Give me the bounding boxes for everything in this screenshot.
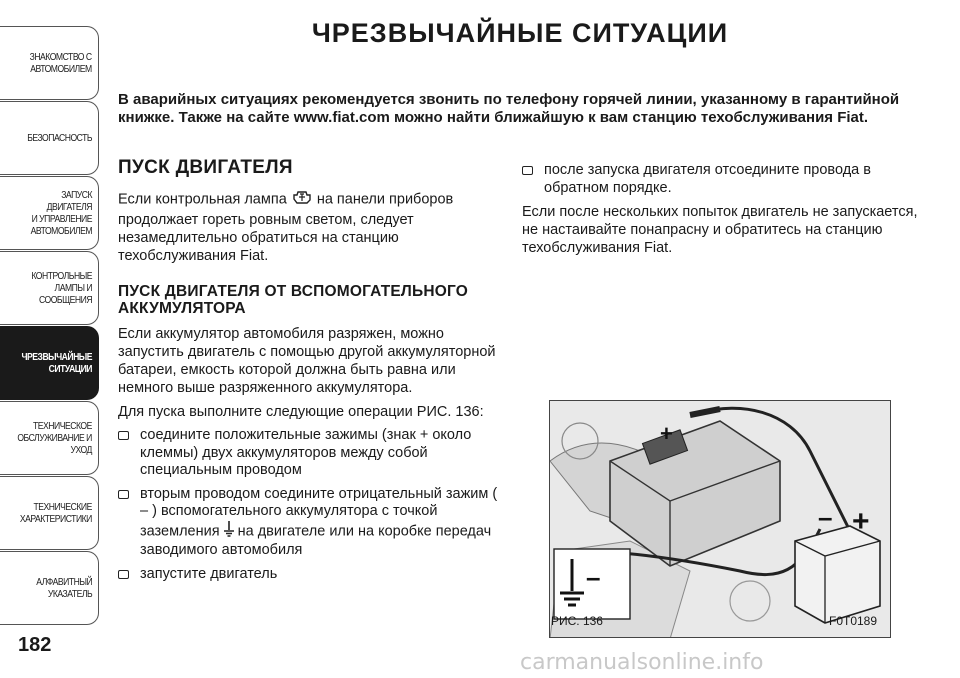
tab-label: АЛФАВИТНЫЙ УКАЗАТЕЛЬ — [36, 576, 92, 600]
instructions-list — [118, 427, 503, 583]
checkbox-bullet-icon — [522, 166, 533, 175]
list-item-text: после запуска двигателя отсоедините провода в обратном порядке. — [544, 162, 871, 196]
checkbox-bullet-icon — [118, 570, 129, 579]
engine-start-paragraph — [118, 188, 503, 265]
ground-minus-label: – — [586, 562, 601, 592]
intro-text: В аварийных ситуациях рекомендуется звонить по телефону горячей линии, указанному в гарантийной книжке. Также на сайте www.fiat.com можно найти ближайшую к вам станцию техобслуживания Fiat. — [118, 91, 900, 126]
tab-safety[interactable] — [0, 101, 99, 175]
engine-warning-lamp-icon — [291, 188, 313, 211]
figure-code: F0T0189 — [829, 614, 878, 628]
tab-label: ЗНАКОМСТВО С АВТОМОБИЛЕМ — [29, 51, 93, 75]
list-item — [522, 162, 922, 197]
list-item — [118, 486, 503, 560]
tab-index[interactable] — [0, 551, 99, 625]
tab-label: ТЕХНИЧЕСКОЕ ОБСЛУЖИВАНИЕ И УХОД — [17, 420, 92, 456]
list-item-text: соедините положительные зажимы (знак + около клеммы) двух аккумуляторов между собой специальным проводом — [140, 427, 472, 478]
aux-battery-plus-label: + — [852, 505, 870, 538]
retry-paragraph: Если после нескольких попыток двигатель не запускается, не настаивайте понапрасну и обратитесь на станцию техобслуживания Fiat. — [522, 204, 918, 256]
jump-start-figure — [549, 400, 891, 638]
tab-emergency[interactable] — [0, 326, 99, 400]
left-column — [118, 158, 503, 589]
checkbox-bullet-icon — [118, 490, 129, 499]
tab-vehicle-intro[interactable] — [0, 26, 99, 100]
figure-caption: РИС. 136 — [551, 614, 603, 628]
page-title: ЧРЕЗВЫЧАЙНЫЕ СИТУАЦИИ — [311, 18, 729, 48]
main-battery-plus-label: + — [660, 421, 673, 446]
tab-label: ЧРЕЗВЫЧАЙНЫЕ СИТУАЦИИ — [21, 351, 92, 375]
checkbox-bullet-icon — [118, 431, 129, 440]
tab-maintenance[interactable] — [0, 401, 99, 475]
tab-label: БЕЗОПАСНОСТЬ — [27, 132, 92, 144]
paragraph-text: Если контрольная лампа — [118, 191, 287, 208]
ground-icon — [224, 521, 234, 543]
section-heading-jump-start: ПУСК ДВИГАТЕЛЯ ОТ ВСПОМОГАТЕЛЬНОГО АККУМУЛЯТОРА — [118, 283, 469, 317]
tab-warning-lights[interactable] — [0, 251, 99, 325]
right-column — [522, 158, 922, 263]
tab-label: ЗАПУСК ДВИГАТЕЛЯ И УПРАВЛЕНИЕ АВТОМОБИЛЕМ — [30, 189, 92, 237]
list-item-text: на двигателе или на коробке передач заводимого автомобиля — [140, 523, 492, 558]
tab-label: ТЕХНИЧЕСКИЕ ХАРАКТЕРИСТИКИ — [19, 501, 92, 525]
list-item-text: запустите двигатель — [140, 565, 278, 582]
list-item — [118, 566, 503, 584]
list-item — [118, 427, 503, 480]
tab-specifications[interactable] — [0, 476, 99, 550]
paragraph-text: на панели приборов продолжает гореть ровным светом, следует незамедлительно обратиться на станцию техобслуживания Fiat. — [118, 191, 454, 264]
instructions-list-continued — [522, 162, 922, 197]
watermark: carmanualsonline.info — [520, 650, 764, 675]
list-item-text: вторым проводом соедините отрицательный зажим ( – ) вспомогательного аккумулятора с точкой заземления — [140, 485, 498, 540]
section-heading-engine-start: ПУСК ДВИГАТЕЛЯ — [118, 157, 293, 178]
tab-starting-driving[interactable] — [0, 176, 99, 250]
page-number: 182 — [18, 634, 52, 656]
jump-start-paragraph: Если аккумулятор автомобиля разряжен, можно запустить двигатель с помощью другой аккумуляторной батареи, емкость которой должна быть равна или немного выше разряженного аккумулятора. — [118, 326, 496, 396]
aux-battery-minus-label: – — [818, 502, 833, 532]
jump-start-illustration — [550, 401, 891, 638]
instructions-intro: Для пуска выполните следующие операции РИС. 136: — [118, 404, 484, 420]
tab-label: КОНТРОЛЬНЫЕ ЛАМПЫ И СООБЩЕНИЯ — [31, 270, 92, 306]
